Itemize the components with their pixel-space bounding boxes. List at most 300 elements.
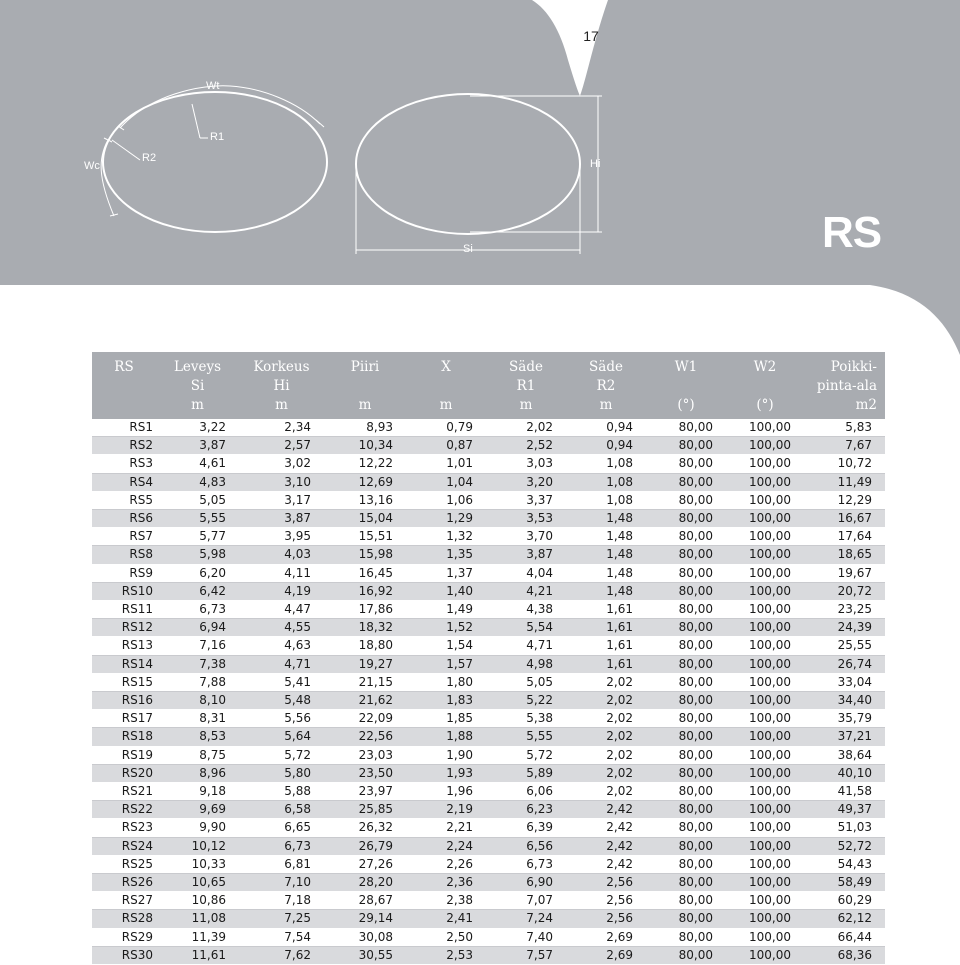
- table-cell: 15,51: [324, 528, 406, 546]
- table-cell: 100,00: [726, 819, 804, 837]
- table-cell: 6,81: [239, 855, 324, 873]
- table-cell: 52,72: [804, 837, 885, 855]
- table-cell: 3,10: [239, 473, 324, 491]
- table-cell: 26,79: [324, 837, 406, 855]
- table-cell: 80,00: [646, 728, 726, 746]
- table-cell: 80,00: [646, 619, 726, 637]
- table-cell: 21,15: [324, 673, 406, 691]
- header-x: [406, 352, 486, 419]
- table-cell: 1,61: [566, 637, 646, 655]
- header-line: pinta-ala: [816, 378, 877, 394]
- header-line: m: [599, 397, 613, 413]
- table-cell: 16,45: [324, 564, 406, 582]
- table-cell: 2,21: [406, 819, 486, 837]
- table-cell: 10,34: [324, 437, 406, 455]
- table-cell: 1,93: [406, 764, 486, 782]
- table-cell: 25,85: [324, 801, 406, 819]
- table-cell: 6,58: [239, 801, 324, 819]
- header-line: X: [441, 359, 451, 375]
- table-cell: 19,27: [324, 655, 406, 673]
- table-cell: RS27: [92, 892, 156, 910]
- table-row: [92, 946, 885, 964]
- header-line: Korkeus: [253, 359, 310, 375]
- table-cell: 100,00: [726, 473, 804, 491]
- table-cell: 9,69: [156, 801, 239, 819]
- table-cell: 7,18: [239, 892, 324, 910]
- label-si: Si: [463, 243, 473, 255]
- header-line: [92, 377, 156, 396]
- table-cell: RS28: [92, 910, 156, 928]
- table-cell: 1,40: [406, 582, 486, 600]
- table-cell: 1,08: [566, 491, 646, 509]
- table-cell: 5,38: [486, 710, 566, 728]
- table-cell: 4,03: [239, 546, 324, 564]
- header-line: [726, 377, 804, 396]
- table-cell: 4,83: [156, 473, 239, 491]
- header-line: Säde: [509, 359, 543, 375]
- table-cell: 80,00: [646, 783, 726, 801]
- table-cell: RS5: [92, 491, 156, 509]
- table-cell: 4,98: [486, 655, 566, 673]
- table-cell: 3,95: [239, 528, 324, 546]
- table-row: [92, 928, 885, 946]
- table-cell: 1,29: [406, 510, 486, 528]
- table-cell: 2,42: [566, 837, 646, 855]
- section-code-title: RS: [822, 208, 882, 257]
- table-cell: 100,00: [726, 582, 804, 600]
- table-cell: 4,63: [239, 637, 324, 655]
- table-cell: 1,88: [406, 728, 486, 746]
- table-cell: 5,05: [486, 673, 566, 691]
- table-row: [92, 528, 885, 546]
- table-cell: 3,87: [486, 546, 566, 564]
- table-row: [92, 673, 885, 691]
- table-cell: 80,00: [646, 692, 726, 710]
- table-cell: 9,90: [156, 819, 239, 837]
- table-cell: 100,00: [726, 928, 804, 946]
- table-cell: 2,02: [566, 673, 646, 691]
- table-cell: 1,48: [566, 546, 646, 564]
- table-cell: RS1: [92, 419, 156, 437]
- page-number: 17: [583, 28, 599, 44]
- table-cell: 100,00: [726, 946, 804, 964]
- table-row: [92, 637, 885, 655]
- table-cell: 5,05: [156, 491, 239, 509]
- table-cell: 1,08: [566, 473, 646, 491]
- table-cell: 3,87: [156, 437, 239, 455]
- table-cell: RS18: [92, 728, 156, 746]
- table-cell: RS19: [92, 746, 156, 764]
- table-cell: 100,00: [726, 764, 804, 782]
- table-cell: 5,54: [486, 619, 566, 637]
- table-cell: RS24: [92, 837, 156, 855]
- table-cell: 11,49: [804, 473, 885, 491]
- table-cell: 5,80: [239, 764, 324, 782]
- table-cell: 6,39: [486, 819, 566, 837]
- table-cell: 2,02: [566, 728, 646, 746]
- table-cell: 10,72: [804, 455, 885, 473]
- table-cell: 17,86: [324, 601, 406, 619]
- table-cell: 2,42: [566, 819, 646, 837]
- table-cell: 100,00: [726, 874, 804, 892]
- table-cell: RS14: [92, 655, 156, 673]
- table-cell: 1,32: [406, 528, 486, 546]
- table-cell: RS17: [92, 710, 156, 728]
- table-cell: 80,00: [646, 655, 726, 673]
- table-cell: 80,00: [646, 710, 726, 728]
- table-row: [92, 601, 885, 619]
- table-cell: 1,57: [406, 655, 486, 673]
- table-cell: 100,00: [726, 528, 804, 546]
- table-cell: 80,00: [646, 582, 726, 600]
- table-cell: 2,56: [566, 874, 646, 892]
- table-cell: 5,88: [239, 783, 324, 801]
- table-cell: 6,90: [486, 874, 566, 892]
- table-cell: 8,31: [156, 710, 239, 728]
- table-row: [92, 710, 885, 728]
- table-cell: 1,08: [566, 455, 646, 473]
- header-sade-r2: [566, 352, 646, 419]
- table-row: [92, 801, 885, 819]
- header-line: Poikki-: [830, 359, 877, 375]
- table-cell: 7,16: [156, 637, 239, 655]
- table-cell: 100,00: [726, 437, 804, 455]
- table-cell: 100,00: [726, 910, 804, 928]
- table-row: [92, 564, 885, 582]
- table-cell: 1,35: [406, 546, 486, 564]
- table-row: [92, 746, 885, 764]
- dimension-table: [92, 352, 885, 965]
- table-cell: 1,52: [406, 619, 486, 637]
- table-row: [92, 874, 885, 892]
- table-cell: 26,32: [324, 819, 406, 837]
- table-cell: 0,94: [566, 437, 646, 455]
- table-cell: 80,00: [646, 837, 726, 855]
- table-cell: 2,41: [406, 910, 486, 928]
- label-r1: R1: [210, 131, 225, 143]
- table-cell: 23,50: [324, 764, 406, 782]
- table-cell: 5,41: [239, 673, 324, 691]
- header-line: RS: [114, 359, 134, 375]
- table-cell: 100,00: [726, 637, 804, 655]
- table-cell: 37,21: [804, 728, 885, 746]
- table-cell: 5,77: [156, 528, 239, 546]
- table-cell: 35,79: [804, 710, 885, 728]
- table-cell: 24,39: [804, 619, 885, 637]
- table-cell: 80,00: [646, 874, 726, 892]
- header-line: R1: [516, 378, 536, 394]
- table-cell: RS22: [92, 801, 156, 819]
- header-poikkipinta-ala: [804, 352, 885, 419]
- table-cell: 11,08: [156, 910, 239, 928]
- table-cell: 1,06: [406, 491, 486, 509]
- table-cell: RS6: [92, 510, 156, 528]
- table-cell: 0,79: [406, 419, 486, 437]
- table-cell: 100,00: [726, 692, 804, 710]
- header-sade-r1: [486, 352, 566, 419]
- table-cell: 19,67: [804, 564, 885, 582]
- table-cell: 80,00: [646, 855, 726, 873]
- table-cell: RS25: [92, 855, 156, 873]
- table-cell: 1,83: [406, 692, 486, 710]
- table-cell: 10,33: [156, 855, 239, 873]
- table-cell: 2,34: [239, 419, 324, 437]
- header-line: m: [358, 397, 372, 413]
- label-wt: Wt: [206, 80, 220, 92]
- table-cell: 80,00: [646, 491, 726, 509]
- table-cell: 11,39: [156, 928, 239, 946]
- table-body: [92, 419, 885, 965]
- table-cell: 22,09: [324, 710, 406, 728]
- table-cell: 10,65: [156, 874, 239, 892]
- table-cell: 80,00: [646, 892, 726, 910]
- table-cell: 100,00: [726, 783, 804, 801]
- header-line: Piiri: [350, 359, 380, 375]
- table-cell: RS12: [92, 619, 156, 637]
- table-row: [92, 728, 885, 746]
- table-cell: RS10: [92, 582, 156, 600]
- table-cell: 66,44: [804, 928, 885, 946]
- header-line: m: [191, 397, 204, 413]
- table-cell: 4,61: [156, 455, 239, 473]
- table-cell: 3,20: [486, 473, 566, 491]
- table-cell: 2,42: [566, 855, 646, 873]
- table-cell: 1,96: [406, 783, 486, 801]
- header-line: [646, 377, 726, 396]
- table-row: [92, 619, 885, 637]
- header-w2: [726, 352, 804, 419]
- table-cell: 10,12: [156, 837, 239, 855]
- header-line: Hi: [273, 378, 290, 394]
- table-cell: 10,86: [156, 892, 239, 910]
- table-cell: 4,21: [486, 582, 566, 600]
- table-cell: 51,03: [804, 819, 885, 837]
- table-cell: 80,00: [646, 528, 726, 546]
- table-cell: 8,53: [156, 728, 239, 746]
- table-cell: 6,20: [156, 564, 239, 582]
- table-cell: 7,25: [239, 910, 324, 928]
- table-cell: 40,10: [804, 764, 885, 782]
- table-cell: 2,69: [566, 946, 646, 964]
- table-cell: RS29: [92, 928, 156, 946]
- header-korkeus: [239, 352, 324, 419]
- table-cell: 100,00: [726, 564, 804, 582]
- table-cell: 7,57: [486, 946, 566, 964]
- table-cell: 15,04: [324, 510, 406, 528]
- table-cell: 80,00: [646, 564, 726, 582]
- header-line: [324, 377, 406, 396]
- header-line: [406, 377, 486, 396]
- table-cell: 2,50: [406, 928, 486, 946]
- table-cell: 80,00: [646, 746, 726, 764]
- header-piiri: [324, 352, 406, 419]
- table-cell: RS26: [92, 874, 156, 892]
- table-row: [92, 655, 885, 673]
- table-cell: 100,00: [726, 801, 804, 819]
- table-cell: RS23: [92, 819, 156, 837]
- table-cell: 80,00: [646, 673, 726, 691]
- table-cell: 12,22: [324, 455, 406, 473]
- header-rs: [92, 352, 156, 419]
- table-cell: RS15: [92, 673, 156, 691]
- table-cell: 2,02: [566, 746, 646, 764]
- header-line: (°): [756, 397, 774, 413]
- table-cell: 20,72: [804, 582, 885, 600]
- table-cell: 18,32: [324, 619, 406, 637]
- table-cell: 2,02: [566, 710, 646, 728]
- table-cell: 100,00: [726, 710, 804, 728]
- table-cell: 17,64: [804, 528, 885, 546]
- header-line: [92, 396, 156, 415]
- table-cell: 1,48: [566, 564, 646, 582]
- table-cell: 5,83: [804, 419, 885, 437]
- header-w1: [646, 352, 726, 419]
- table-cell: 5,56: [239, 710, 324, 728]
- table-cell: 4,55: [239, 619, 324, 637]
- table-cell: 27,26: [324, 855, 406, 873]
- table-cell: 6,73: [156, 601, 239, 619]
- table-cell: RS3: [92, 455, 156, 473]
- table-cell: RS4: [92, 473, 156, 491]
- table-cell: 5,72: [486, 746, 566, 764]
- table-cell: 23,03: [324, 746, 406, 764]
- table-cell: 7,07: [486, 892, 566, 910]
- gray-banner-shape: [0, 0, 960, 355]
- table-cell: 62,12: [804, 910, 885, 928]
- table-cell: 100,00: [726, 510, 804, 528]
- table-cell: RS9: [92, 564, 156, 582]
- table-cell: 8,10: [156, 692, 239, 710]
- table-cell: 18,65: [804, 546, 885, 564]
- table-row: [92, 910, 885, 928]
- table-cell: 1,54: [406, 637, 486, 655]
- table-cell: 100,00: [726, 728, 804, 746]
- table-cell: 0,87: [406, 437, 486, 455]
- table-cell: 100,00: [726, 855, 804, 873]
- table-cell: 3,37: [486, 491, 566, 509]
- table-row: [92, 473, 885, 491]
- table-cell: 29,14: [324, 910, 406, 928]
- table-cell: 2,56: [566, 910, 646, 928]
- header-leveys: [156, 352, 239, 419]
- label-wc: Wc: [84, 160, 100, 172]
- table-cell: 80,00: [646, 473, 726, 491]
- table-cell: 80,00: [646, 764, 726, 782]
- table-cell: 2,42: [566, 801, 646, 819]
- header-line: Si: [190, 378, 205, 394]
- table-cell: 1,90: [406, 746, 486, 764]
- table-cell: 13,16: [324, 491, 406, 509]
- table-cell: 30,55: [324, 946, 406, 964]
- label-r2: R2: [142, 152, 157, 164]
- table-cell: 25,55: [804, 637, 885, 655]
- table-cell: 28,20: [324, 874, 406, 892]
- table-cell: 1,04: [406, 473, 486, 491]
- table-cell: 4,47: [239, 601, 324, 619]
- table-row: [92, 546, 885, 564]
- table-cell: 3,70: [486, 528, 566, 546]
- table-cell: 33,04: [804, 673, 885, 691]
- table-cell: 80,00: [646, 819, 726, 837]
- table-cell: 80,00: [646, 455, 726, 473]
- table-cell: 1,37: [406, 564, 486, 582]
- header-line: (°): [677, 397, 695, 413]
- table-cell: 80,00: [646, 546, 726, 564]
- table-cell: 12,69: [324, 473, 406, 491]
- table-cell: 6,73: [486, 855, 566, 873]
- table-cell: 5,64: [239, 728, 324, 746]
- table-cell: 2,52: [486, 437, 566, 455]
- table-cell: 100,00: [726, 892, 804, 910]
- table-cell: 1,48: [566, 528, 646, 546]
- table-cell: 4,19: [239, 582, 324, 600]
- header-line: m: [519, 397, 533, 413]
- table-cell: 23,97: [324, 783, 406, 801]
- table-cell: 1,48: [566, 510, 646, 528]
- table-cell: 4,11: [239, 564, 324, 582]
- table-header: [92, 352, 885, 419]
- table-cell: 9,18: [156, 783, 239, 801]
- table-cell: 100,00: [726, 601, 804, 619]
- table-cell: 100,00: [726, 455, 804, 473]
- table-cell: 80,00: [646, 637, 726, 655]
- table-cell: 3,03: [486, 455, 566, 473]
- table-cell: 2,53: [406, 946, 486, 964]
- table-cell: 6,65: [239, 819, 324, 837]
- table-cell: 6,42: [156, 582, 239, 600]
- table-cell: 26,74: [804, 655, 885, 673]
- table-cell: 100,00: [726, 673, 804, 691]
- table-cell: RS30: [92, 946, 156, 964]
- table-cell: 1,61: [566, 655, 646, 673]
- table-cell: 100,00: [726, 419, 804, 437]
- table-cell: RS7: [92, 528, 156, 546]
- table-cell: RS20: [92, 764, 156, 782]
- table-cell: 16,67: [804, 510, 885, 528]
- table-cell: 12,29: [804, 491, 885, 509]
- header-line: W1: [674, 359, 698, 375]
- table-cell: 38,64: [804, 746, 885, 764]
- table-cell: RS11: [92, 601, 156, 619]
- table-cell: 80,00: [646, 801, 726, 819]
- table-cell: 4,04: [486, 564, 566, 582]
- table-cell: 68,36: [804, 946, 885, 964]
- table-cell: 100,00: [726, 619, 804, 637]
- table-cell: 5,55: [486, 728, 566, 746]
- table-row: [92, 819, 885, 837]
- table-cell: 1,61: [566, 601, 646, 619]
- table-cell: 21,62: [324, 692, 406, 710]
- header-line: W2: [753, 359, 777, 375]
- table-row: [92, 455, 885, 473]
- table-row: [92, 419, 885, 437]
- table-cell: 80,00: [646, 946, 726, 964]
- table-cell: 2,24: [406, 837, 486, 855]
- table-cell: 2,19: [406, 801, 486, 819]
- table-cell: 3,53: [486, 510, 566, 528]
- table-cell: 2,36: [406, 874, 486, 892]
- table-cell: 28,67: [324, 892, 406, 910]
- table-cell: 1,61: [566, 619, 646, 637]
- header-line: m: [439, 397, 453, 413]
- table-cell: 6,94: [156, 619, 239, 637]
- table-cell: RS13: [92, 637, 156, 655]
- header-line: R2: [596, 378, 616, 394]
- table-cell: 80,00: [646, 928, 726, 946]
- table-cell: 6,06: [486, 783, 566, 801]
- table-cell: 7,88: [156, 673, 239, 691]
- table-cell: 15,98: [324, 546, 406, 564]
